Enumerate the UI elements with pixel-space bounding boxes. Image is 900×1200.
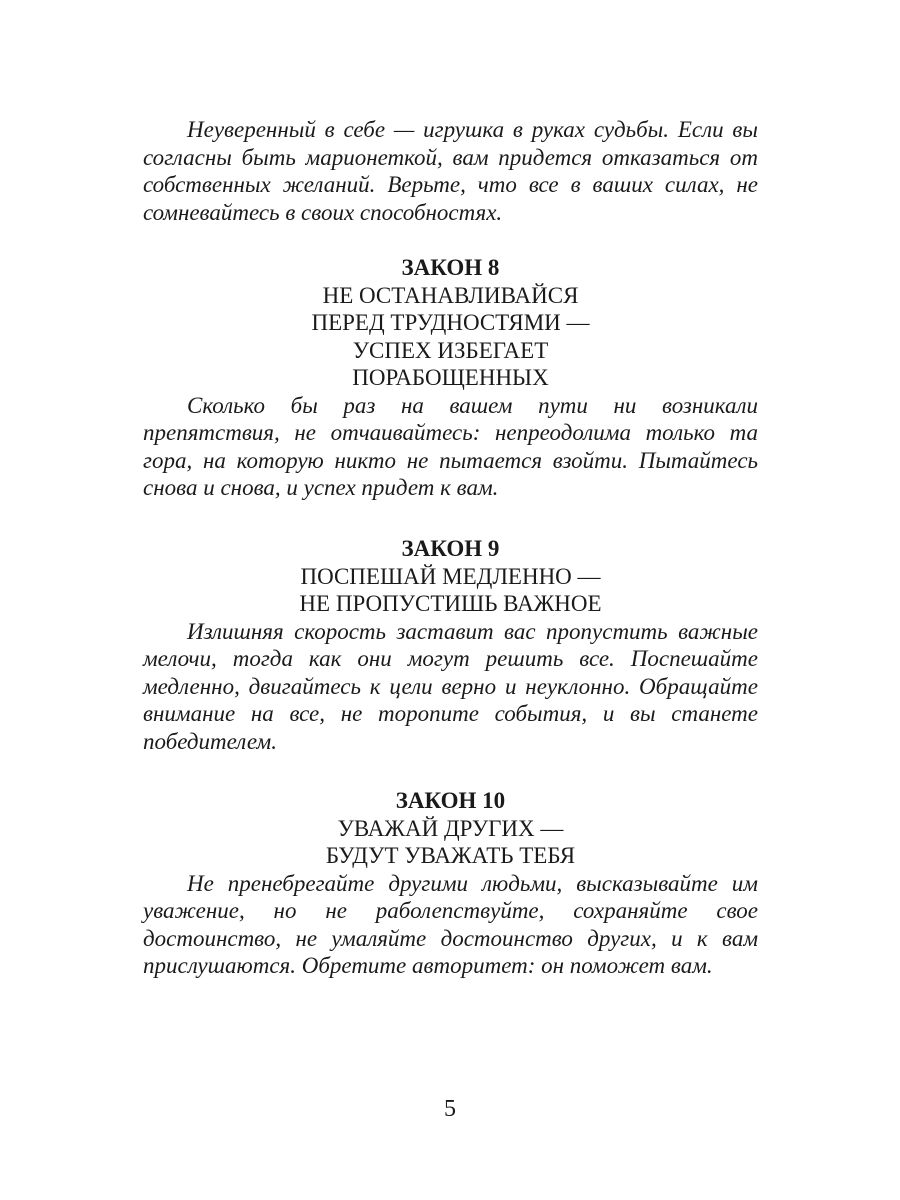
law-8-title: ЗАКОН 8 [401, 255, 500, 280]
law-8-heading [143, 282, 758, 392]
law-10-heading-line: УВАЖАЙ ДРУГИХ — [337, 815, 564, 841]
law-9-title: ЗАКОН 9 [401, 536, 500, 561]
law-8-heading-line: УСПЕХ ИЗБЕГАЕТ [352, 337, 549, 363]
law-10-title: ЗАКОН 10 [395, 788, 506, 813]
law-9-heading-line: ПОСПЕШАЙ МЕДЛЕННО — [300, 563, 601, 589]
law-10-heading [143, 815, 758, 870]
law-9-heading-line: НЕ ПРОПУСТИШЬ ВАЖНОЕ [299, 591, 602, 616]
law-10-section [143, 787, 758, 980]
law-8-heading-line: ПЕРЕД ТРУДНОСТЯМИ — [311, 310, 590, 335]
law-9-paragraph: Излишняя скорость заставит вас пропустить важные мелочи, тогда как они могут решить все. Поспешайте медленно, двигайтесь к цели верно и неуклонно. Обращайте внимание на все, не торопите события, и вы станете победителем. [143, 618, 758, 754]
law-10-paragraph: Не пренебрегайте другими людьми, высказывайте им уважение, но не раболепствуйте, сохраняйте свое достоинство, не умаляйте достоинство других, и к вам прислушаются. Обретите авторитет: он поможет вам. [143, 870, 758, 978]
law-8-heading-line: ПОРАБОЩЕННЫХ [352, 365, 549, 390]
intro-block [143, 116, 758, 226]
law-9-section [143, 535, 758, 755]
law-8-section [143, 254, 758, 502]
page-number: 5 [444, 1096, 456, 1122]
law-8-paragraph: Сколько бы раз на вашем пути ни возникали препятствия, не отчаивайтесь: непреодолима только та гора, на которую никто не пытается взойти. Пытайтесь снова и снова, и успех придет к вам. [143, 392, 758, 500]
law-10-heading-line: БУДУТ УВАЖАТЬ ТЕБЯ [325, 843, 576, 868]
intro-paragraph: Неуверенный в себе — игрушка в руках судьбы. Если вы согласны быть марионеткой, вам придется отказаться от собственных желаний. Верьте, что все в ваших силах, не сомневайтесь в своих способностях. [143, 117, 758, 225]
law-8-heading-line: НЕ ОСТАНАВЛИВАЙСЯ [322, 282, 579, 308]
law-9-heading [143, 563, 758, 618]
